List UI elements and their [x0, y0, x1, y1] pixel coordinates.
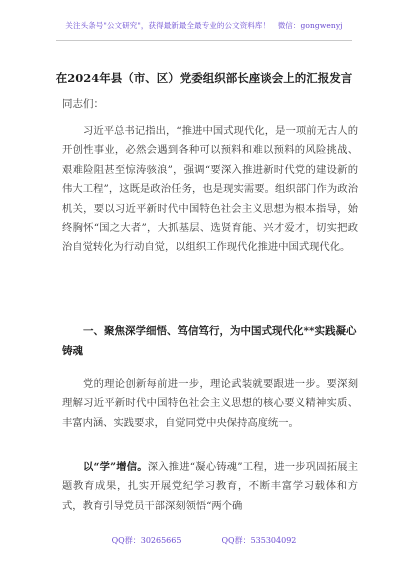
footer	[0, 535, 408, 546]
paragraph-2: 党的理论创新每前进一步，理论武装就要跟进一步。要深刻理解习近平新时代中国特色社会主义思想的核心要义精神实质、丰富内涵、实践要求，自觉同党中央保持高度统一。	[62, 378, 358, 429]
footer-qq-group-1: QQ群：30265665	[111, 536, 182, 545]
footer-qq-group-2: QQ群：535304092	[221, 536, 297, 545]
paragraph-3	[62, 458, 358, 516]
paragraph-3-body: 深入推进“凝心铸魂”工程，进一步巩固拓展主题教育成果，扎实开展党纪学习教育，不断丰富学习载体和方式，教育引导党员干部深刻领悟“两个确	[62, 461, 358, 512]
paragraph-1: 习近平总书记指出，“推进中国式现代化，是一项前无古人的开创性事业，必然会遇到各种可以预料和难以预料的风险挑战、艰难险阻甚至惊涛骇浪”，强调“要深入推进新时代党的建设新的伟大工程”，这既是政治任务，也是现实需要。组织部门作为政治机关，要以习近平新时代中国特色社会主义思想为根本指导，始终胸怀“国之大者”，大抓基层、选贤育能、兴才爱才，切实把政治自觉转化为行动自觉，以组织工作现代化推进中国式现代化。	[62, 125, 358, 254]
header-banner: 关注头条号"公文研究"，获得最新最全最专业的公文资料库！ 微信：gongwenyj	[65, 21, 343, 30]
document-title: 在2024年县（市、区）党委组织部长座谈会上的汇报发言	[55, 71, 353, 85]
header-divider	[56, 40, 352, 41]
paragraph-3-lead: 以“学”增信。	[83, 461, 148, 473]
section-heading-1: 一、聚焦深学细悟、笃信笃行，为中国式现代化**实践凝心铸魂	[62, 325, 357, 357]
salutation: 同志们：	[62, 98, 104, 110]
